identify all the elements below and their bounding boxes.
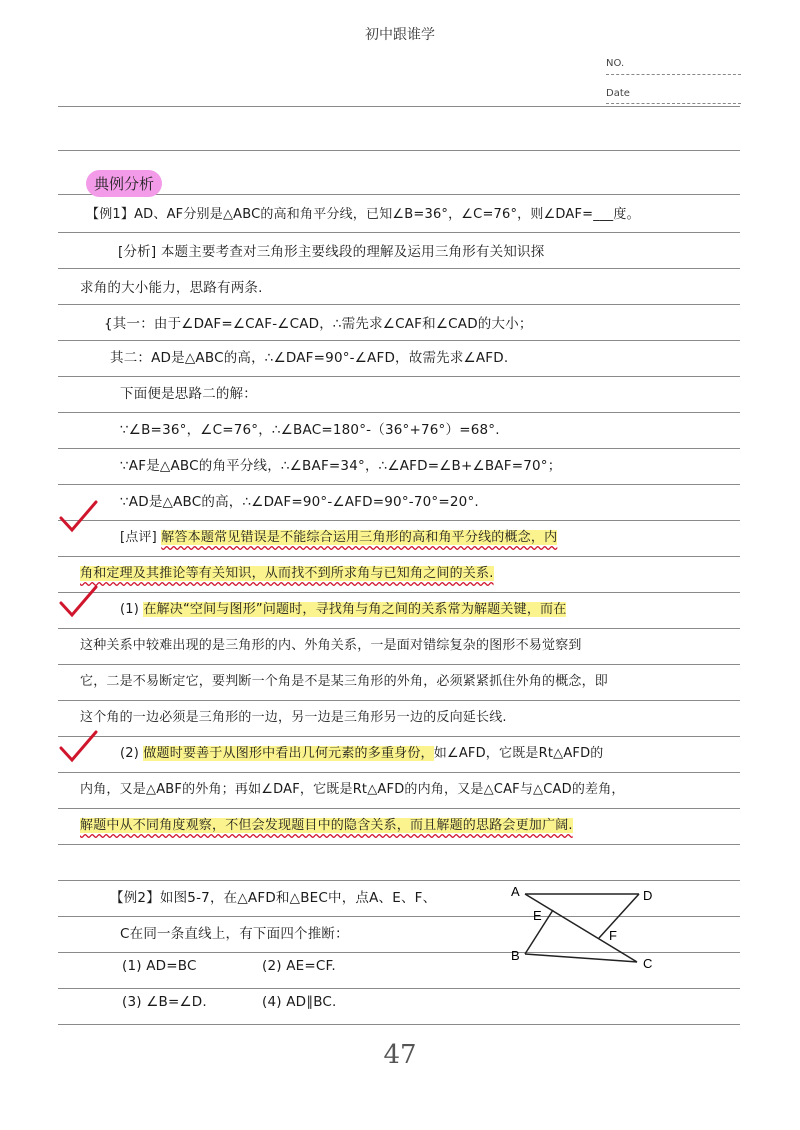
ex2-question-cont: C在同一条直线上，有下面四个推断：: [120, 926, 349, 942]
point-1-highlight: 在解决“空间与图形”问题时，寻找角与角之间的关系常为解题关键，而在: [143, 602, 567, 617]
ruled-line: [58, 304, 740, 305]
point-1-line-4: 这个角的一边必须是三角形的一边，另一边是三角形另一边的反向延长线.: [80, 710, 507, 725]
point-2-line-2: 内角，又是△ABF的外角；再如∠DAF，它既是Rt△AFD的内角，又是△CAF与△CAD的差角，: [80, 782, 625, 797]
ruled-line: [58, 232, 740, 233]
no-dotline: [606, 74, 741, 75]
ex1-approach-2: 其二：AD是△ABC的高，∴∠DAF=90°-∠AFD，故需先求∠AFD.: [110, 350, 509, 366]
ruled-line: [58, 592, 740, 593]
ruled-line: [58, 412, 740, 413]
ex1-analysis: [分析] 本题主要考查对三角形主要线段的理解及运用三角形有关知识探: [118, 244, 545, 260]
geometry-figure: [505, 880, 665, 970]
point-f-label: F: [609, 928, 617, 943]
segment-bc: [525, 954, 637, 962]
date-dotline: [606, 103, 741, 104]
ruled-line: [58, 448, 740, 449]
ex2-option-1: (1) AD=BC: [122, 958, 197, 974]
red-check-icon: [58, 730, 98, 764]
comment-line-2-text: 角和定理及其推论等有关知识，从而找不到所求角与已知角之间的关系.: [80, 566, 494, 581]
ruled-line: [58, 700, 740, 701]
comment-highlight: 解答本题常见错误是不能综合运用三角形的高和角平分线的概念，内: [161, 530, 558, 545]
ruled-line: [58, 988, 740, 989]
ruled-line: [58, 268, 740, 269]
ruled-line: [58, 150, 740, 151]
ruled-line: [58, 736, 740, 737]
ex1-solution-intro: 下面便是思路二的解：: [120, 386, 257, 402]
ruled-line: [58, 1024, 740, 1025]
point-c-label: C: [643, 956, 653, 970]
comment-line-2: [80, 564, 730, 584]
red-check-icon: [58, 500, 98, 534]
ex1-analysis-cont: 求角的大小能力，思路有两条.: [80, 280, 263, 296]
point-d-label: D: [643, 888, 653, 903]
ex1-solution-step-2: ∵AF是△ABC的角平分线，∴∠BAF=34°，∴∠AFD=∠B+∠BAF=70°；: [120, 458, 562, 474]
point-2-line-3-text: 解题中从不同角度观察，不但会发现题目中的隐含关系，而且解题的思路会更加广阔.: [80, 818, 573, 833]
ruled-line: [58, 194, 740, 195]
point-1-line-2: 这种关系中较难出现的是三角形的内、外角关系，一是面对错综复杂的图形不易觉察到: [80, 638, 582, 653]
point-2-line-3: [80, 816, 730, 836]
comment-line-1: [120, 528, 770, 548]
ruled-line: [58, 520, 740, 521]
comment-label: [点评]: [120, 530, 162, 545]
ex2-option-2: (2) AE=CF.: [262, 958, 336, 974]
ex2-option-3: (3) ∠B=∠D.: [122, 994, 207, 1010]
red-check-icon: [58, 585, 98, 619]
ruled-line: [58, 484, 740, 485]
ruled-line: [58, 628, 740, 629]
point-2-label: (2): [120, 746, 144, 761]
ruled-line: [58, 106, 740, 107]
ex2-question: 【例2】如图5-7，在△AFD和△BEC中，点A、E、F、: [110, 890, 437, 906]
point-e-label: E: [533, 908, 542, 923]
ex1-approach-1: {其一：由于∠DAF=∠CAF-∠CAD，∴需先求∠CAF和∠CAD的大小；: [104, 316, 533, 332]
point-b-label: B: [511, 948, 520, 963]
ex1-question: 【例1】AD、AF分别是△ABC的高和角平分线，已知∠B=36°，∠C=76°，则∠DAF=___度。: [86, 207, 640, 222]
ex2-option-4: (4) AD∥BC.: [262, 994, 337, 1010]
ruled-line: [58, 664, 740, 665]
page-header: 初中跟谁学: [365, 27, 435, 43]
section-title: 典例分析: [86, 170, 162, 197]
date-label: Date: [606, 88, 630, 99]
ruled-line: [58, 340, 740, 341]
point-2-line-1: [120, 744, 770, 764]
point-1-label: (1): [120, 602, 144, 617]
ruled-line: [58, 844, 740, 845]
ruled-line: [58, 808, 740, 809]
point-1-line-3: 它，二是不易断定它，要判断一个角是不是某三角形的外角，必须紧紧抓住外角的概念，即: [80, 674, 609, 689]
ruled-line: [58, 376, 740, 377]
ex1-solution-step-3: ∵AD是△ABC的高，∴∠DAF=90°-∠AFD=90°-70°=20°.: [120, 494, 479, 510]
point-1-line-1: [120, 600, 770, 620]
no-label: NO.: [606, 58, 625, 69]
point-2-rest: 如∠AFD，它既是Rt△AFD的: [433, 746, 604, 761]
page-number: 47: [383, 1040, 417, 1070]
point-2-highlight: 做题时要善于从图形中看出几何元素的多重身份，: [143, 746, 434, 761]
ex1-solution-step-1: ∵∠B=36°，∠C=76°，∴∠BAC=180°-（36°+76°）=68°.: [120, 422, 500, 438]
ruled-line: [58, 556, 740, 557]
point-a-label: A: [511, 884, 520, 899]
segment-df: [599, 894, 639, 938]
ruled-line: [58, 772, 740, 773]
